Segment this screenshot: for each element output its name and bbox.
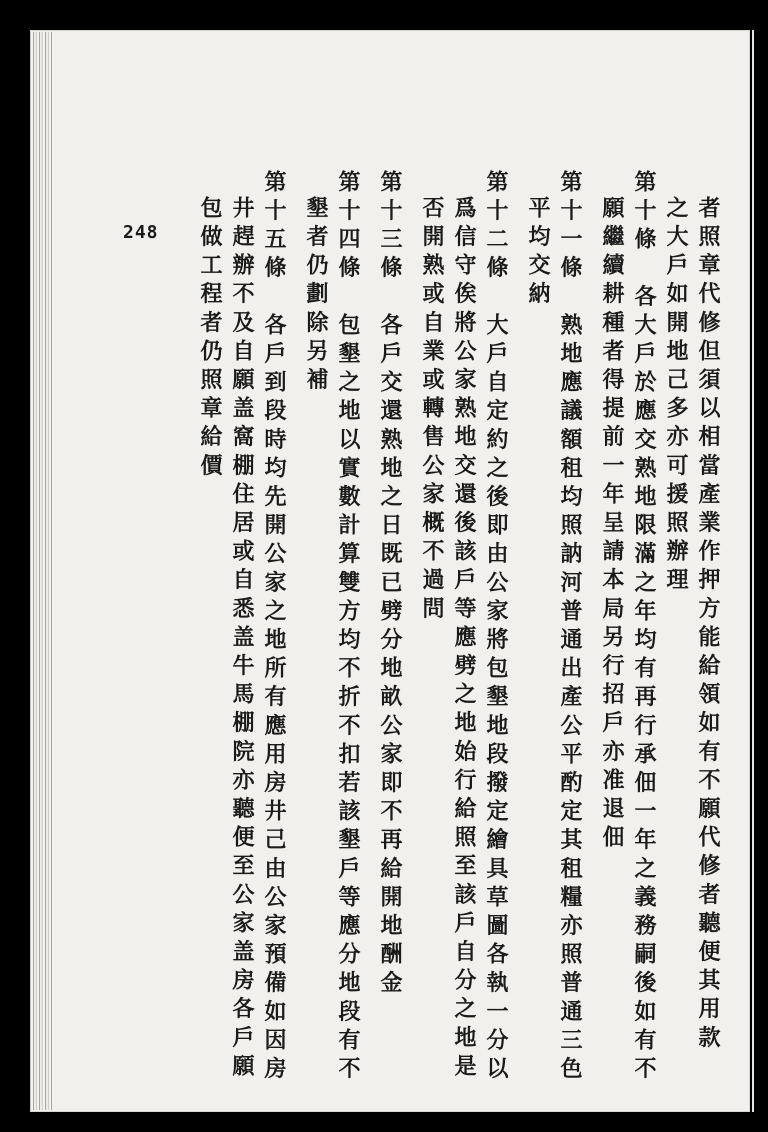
text-column-2: 之大戶如開地己多亦可援照辦理 (663, 196, 689, 597)
text-column-13: 第十五條 各戶到段時均先開公家之地所有應用房井己由公家預備如因房 (261, 170, 287, 1086)
text-column-7: 第十二條 大戶自定約之後即由公家將包墾地段撥定繪具草圖各執一分以 (483, 170, 509, 1086)
text-column-15: 包做工程者仍照章給價 (197, 196, 223, 482)
text-column-11: 第十四條 包墾之地以實數計算雙方均不折不扣若該墾戶等應分地段有不 (335, 170, 361, 1086)
text-column-14: 井趕辦不及自願盖窩棚住居或自悉盖牛馬棚院亦聽便至公家盖房各戶願 (229, 196, 255, 1083)
text-column-9: 否開熟或自業或轉售公家概不過問 (419, 196, 445, 625)
text-column-6: 平均交納 (525, 196, 551, 311)
page-number: 248 (123, 222, 159, 243)
text-column-4: 願繼續耕種者得提前一年呈請本局另行招戶亦准退佃 (599, 196, 625, 854)
text-column-10: 第十三條 各戶交還熟地之日既已劈分地畝公家即不再給開地酬金 (377, 170, 403, 1000)
text-column-12: 墾者仍劃除另補 (303, 196, 329, 397)
page-binding-edge (30, 32, 52, 1110)
text-column-3: 第十條 各大戶於應交熟地限滿之年均有再行承佃一年之義務嗣後如有不 (631, 170, 657, 1086)
text-column-1: 者照章代修但須以相當產業作押方能給領如有不願代修者聽便其用款 (695, 196, 721, 1054)
text-column-5: 第十一條 熟地應議額租均照訥河普通出產公平酌定其租糧亦照普通三色 (557, 170, 583, 1086)
page-right-edge (752, 30, 754, 1112)
text-column-8: 爲信守俟將公家熟地交還後該戶等應劈之地始行給照至該戶自分之地是 (451, 196, 477, 1083)
